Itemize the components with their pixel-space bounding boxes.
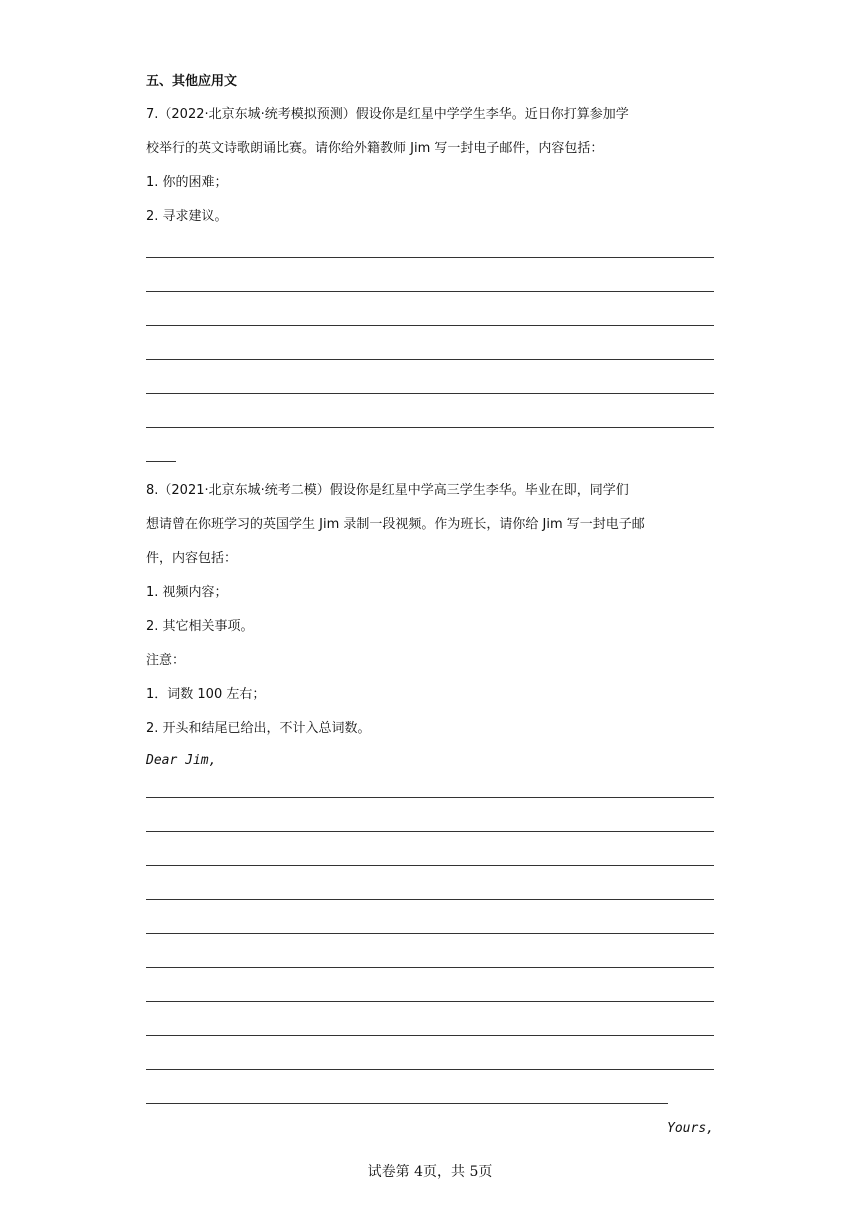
q8-note-label: 注意： bbox=[146, 653, 186, 668]
q7-item-1: 1. 你的困难； bbox=[146, 175, 228, 190]
q7-stem-line-2: 校举行的英文诗歌朗诵比赛。请你给外籍教师 Jim 写一封电子邮件，内容包括： bbox=[146, 141, 604, 156]
q7-answer-line[interactable] bbox=[146, 359, 714, 360]
q8-note-2: 2. 开头和结尾已给出，不计入总词数。 bbox=[146, 721, 371, 736]
q8-answer-line[interactable] bbox=[146, 1035, 714, 1036]
letter-greeting: Dear Jim, bbox=[146, 753, 217, 768]
q8-answer-line[interactable] bbox=[146, 967, 714, 968]
q8-answer-line[interactable] bbox=[146, 899, 714, 900]
q8-stem-line-3: 件，内容包括： bbox=[146, 551, 238, 566]
section-title: 五、其他应用文 bbox=[146, 74, 238, 89]
q7-stem-line-1: 7.（2022·北京东城·统考模拟预测）假设你是红星中学学生李华。近日你打算参加学 bbox=[146, 107, 629, 122]
q8-stem-line-2: 想请曾在你班学习的英国学生 Jim 录制一段视频。作为班长，请你给 Jim 写一封电子邮 bbox=[146, 517, 645, 532]
q8-answer-line[interactable] bbox=[146, 797, 714, 798]
q8-answer-line-last[interactable] bbox=[146, 1103, 668, 1104]
q7-answer-line[interactable] bbox=[146, 427, 714, 428]
q8-item-2: 2. 其它相关事项。 bbox=[146, 619, 254, 634]
q7-answer-line[interactable] bbox=[146, 325, 714, 326]
q7-answer-line-short[interactable] bbox=[146, 461, 176, 462]
q7-answer-line[interactable] bbox=[146, 291, 714, 292]
q7-item-2: 2. 寻求建议。 bbox=[146, 209, 228, 224]
q8-item-1: 1. 视频内容； bbox=[146, 585, 228, 600]
q8-stem-line-1: 8.（2021·北京东城·统考二模）假设你是红星中学高三学生李华。毕业在即，同学们 bbox=[146, 483, 629, 498]
q7-answer-line[interactable] bbox=[146, 257, 714, 258]
q8-note-1: 1．词数 100 左右； bbox=[146, 687, 266, 702]
q8-answer-line[interactable] bbox=[146, 1001, 714, 1002]
q8-answer-line[interactable] bbox=[146, 933, 714, 934]
letter-closing: Yours, bbox=[667, 1121, 714, 1136]
q7-answer-line[interactable] bbox=[146, 393, 714, 394]
q8-answer-line[interactable] bbox=[146, 865, 714, 866]
q8-answer-line[interactable] bbox=[146, 831, 714, 832]
q8-answer-line[interactable] bbox=[146, 1069, 714, 1070]
page-footer: 试卷第 4页，共 5页 bbox=[367, 1164, 493, 1180]
